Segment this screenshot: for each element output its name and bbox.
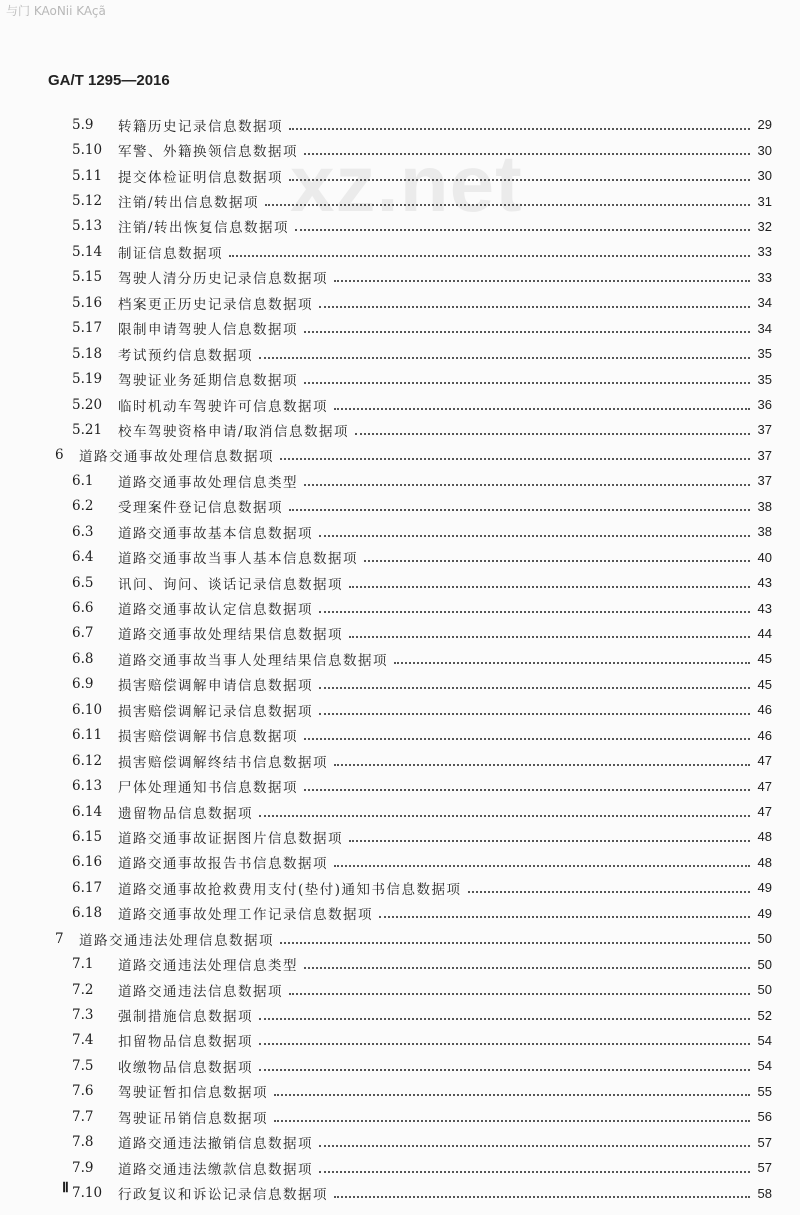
toc-entry[interactable]: [0, 417, 800, 442]
toc-entry-page: 50: [757, 931, 772, 947]
dot-leader: [349, 586, 750, 588]
toc-entry-title: 强制措施信息数据项: [118, 1009, 253, 1026]
toc-entry-page: 56: [757, 1109, 772, 1125]
toc-entry-page: 40: [757, 549, 772, 565]
dot-leader: [349, 636, 750, 638]
dot-leader: [304, 789, 750, 791]
dot-leader: [334, 1196, 750, 1198]
toc-entry[interactable]: [0, 137, 800, 162]
toc-entry-page: 43: [757, 575, 772, 591]
toc-entry-title: 军警、外籍换领信息数据项: [118, 144, 298, 161]
toc-entry-title: 损害赔偿调解记录信息数据项: [118, 703, 313, 720]
toc-entry[interactable]: [0, 977, 800, 1002]
toc-entry-number: 5.14: [72, 243, 103, 260]
dot-leader: [289, 993, 750, 995]
toc-entry-number: 6.3: [72, 523, 94, 540]
dot-leader: [334, 865, 750, 867]
toc-entry-number: 7.5: [72, 1057, 94, 1074]
toc-entry-number: 7.10: [72, 1185, 103, 1202]
toc-entry-number: 7.9: [72, 1159, 94, 1176]
dot-leader: [229, 255, 750, 257]
toc-chapter-entry[interactable]: [0, 926, 800, 951]
dot-leader: [265, 204, 750, 206]
dot-leader: [289, 509, 750, 511]
standard-number-header: GA/T 1295—2016: [48, 72, 170, 89]
toc-entry[interactable]: [0, 163, 800, 188]
toc-entry-page: 30: [757, 142, 772, 158]
dot-leader: [319, 1145, 750, 1147]
toc-entry[interactable]: [0, 265, 800, 290]
toc-entry-number: 6.16: [72, 854, 103, 871]
toc-entry-title: 档案更正历史记录信息数据项: [118, 296, 313, 313]
toc-chapter-entry[interactable]: [0, 443, 800, 468]
toc-entry[interactable]: [0, 595, 800, 620]
toc-entry-number: 7: [55, 930, 64, 947]
toc-entry-title: 遗留物品信息数据项: [118, 805, 253, 822]
dot-leader: [355, 433, 750, 435]
toc-entry-title: 收缴物品信息数据项: [118, 1059, 253, 1076]
toc-entry-title: 道路交通事故处理结果信息数据项: [118, 627, 343, 644]
toc-entry-page: 50: [757, 956, 772, 972]
toc-entry-title: 损害赔偿调解终结书信息数据项: [118, 754, 328, 771]
toc-entry-page: 33: [757, 244, 772, 260]
toc-entry-page: 38: [757, 524, 772, 540]
toc-entry-number: 5.19: [72, 371, 103, 388]
toc-entry-number: 7.4: [72, 1032, 94, 1049]
toc-entry-title: 临时机动车驾驶许可信息数据项: [118, 398, 328, 415]
dot-leader: [259, 1043, 750, 1045]
dot-leader: [319, 611, 750, 613]
toc-entry-number: 6.2: [72, 498, 94, 515]
dot-leader: [304, 331, 750, 333]
toc-entry-number: 5.13: [72, 218, 103, 235]
toc-entry[interactable]: [0, 316, 800, 341]
toc-entry[interactable]: [0, 1104, 800, 1129]
toc-entry[interactable]: [0, 1155, 800, 1180]
toc-entry[interactable]: [0, 748, 800, 773]
dot-leader: [259, 1018, 750, 1020]
toc-entry-number: 6.8: [72, 650, 94, 667]
toc-entry-page: 57: [757, 1134, 772, 1150]
dot-leader: [334, 764, 750, 766]
dot-leader: [280, 458, 750, 460]
toc-entry[interactable]: [0, 1130, 800, 1155]
toc-entry-title: 受理案件登记信息数据项: [118, 500, 283, 517]
toc-entry-page: 47: [757, 753, 772, 769]
dot-leader: [319, 713, 750, 715]
toc-entry-page: 35: [757, 371, 772, 387]
toc-entry-page: 46: [757, 727, 772, 743]
toc-entry-title: 注销/转出恢复信息数据项: [118, 220, 290, 237]
toc-entry-title: 扣留物品信息数据项: [118, 1034, 253, 1051]
toc-entry-page: 30: [757, 168, 772, 184]
toc-entry-title: 行政复议和诉讼记录信息数据项: [118, 1187, 328, 1204]
toc-entry-page: 45: [757, 676, 772, 692]
toc-entry-number: 6.7: [72, 625, 94, 642]
toc-entry-title: 道路交通事故处理信息数据项: [79, 449, 274, 466]
toc-entry-title: 道路交通事故抢救费用支付(垫付)通知书信息数据项: [118, 881, 462, 898]
toc-entry[interactable]: [0, 519, 800, 544]
toc-entry-title: 道路交通事故报告书信息数据项: [118, 856, 328, 873]
toc-entry-title: 道路交通事故处理工作记录信息数据项: [118, 907, 373, 924]
toc-entry-number: 6.12: [72, 752, 103, 769]
toc-entry-number: 7.6: [72, 1083, 94, 1100]
dot-leader: [319, 687, 750, 689]
toc-entry[interactable]: [0, 773, 800, 798]
toc-entry-number: 7.8: [72, 1134, 94, 1151]
toc-entry-title: 道路交通违法信息数据项: [118, 983, 283, 1000]
toc-entry-title: 损害赔偿调解申请信息数据项: [118, 678, 313, 695]
toc-entry-number: 6.1: [72, 472, 94, 489]
toc-entry-number: 5.9: [72, 116, 94, 133]
toc-entry[interactable]: [0, 239, 800, 264]
toc-entry-page: 35: [757, 346, 772, 362]
toc-entry[interactable]: [0, 850, 800, 875]
toc-entry[interactable]: [0, 951, 800, 976]
toc-entry[interactable]: [0, 1180, 800, 1205]
toc-entry-title: 考试预约信息数据项: [118, 347, 253, 364]
toc-entry-page: 37: [757, 473, 772, 489]
toc-entry-page: 47: [757, 804, 772, 820]
dot-leader: [295, 229, 750, 231]
toc-entry[interactable]: [0, 290, 800, 315]
toc-entry-title: 驾驶人清分历史记录信息数据项: [118, 271, 328, 288]
toc-entry-number: 6.14: [72, 803, 103, 820]
dot-leader: [319, 1171, 750, 1173]
dot-leader: [274, 1094, 750, 1096]
toc-entry-number: 6.15: [72, 828, 103, 845]
dot-leader: [304, 738, 750, 740]
toc-entry-page: 31: [757, 193, 772, 209]
toc-entry-title: 校车驾驶资格申请/取消信息数据项: [118, 423, 350, 440]
toc-entry-page: 50: [757, 982, 772, 998]
toc-entry[interactable]: [0, 188, 800, 213]
dot-leader: [259, 357, 750, 359]
dot-leader: [280, 942, 750, 944]
toc-entry-page: 48: [757, 854, 772, 870]
toc-entry-page: 52: [757, 1007, 772, 1023]
page-numeral: Ⅱ: [62, 1181, 69, 1196]
toc-entry-number: 6: [55, 447, 64, 464]
dot-leader: [334, 280, 750, 282]
toc-entry-number: 6.13: [72, 778, 103, 795]
toc-entry[interactable]: [0, 621, 800, 646]
toc-entry[interactable]: [0, 366, 800, 391]
dot-leader: [319, 535, 750, 537]
toc-entry-title: 道路交通事故处理信息类型: [118, 474, 298, 491]
dot-leader: [259, 1069, 750, 1071]
toc-entry-title: 转籍历史记录信息数据项: [118, 118, 283, 135]
toc-entry-number: 5.20: [72, 396, 103, 413]
toc-entry-number: 7.1: [72, 956, 94, 973]
toc-entry-title: 道路交通违法撤销信息数据项: [118, 1136, 313, 1153]
toc-entry[interactable]: [0, 672, 800, 697]
toc-entry-title: 道路交通事故当事人处理结果信息数据项: [118, 652, 388, 669]
toc-entry-page: 34: [757, 295, 772, 311]
toc-entry[interactable]: [0, 112, 800, 137]
toc-entry-number: 7.3: [72, 1007, 94, 1024]
dot-leader: [289, 179, 750, 181]
toc-entry[interactable]: [0, 214, 800, 239]
toc-entry-page: 54: [757, 1032, 772, 1048]
toc-entry[interactable]: [0, 646, 800, 671]
dot-leader: [468, 891, 750, 893]
toc-entry-number: 6.17: [72, 879, 103, 896]
toc-entry-page: 33: [757, 269, 772, 285]
toc-entry[interactable]: [0, 494, 800, 519]
dot-leader: [349, 840, 750, 842]
toc-entry-number: 5.15: [72, 269, 103, 286]
toc-entry-title: 损害赔偿调解书信息数据项: [118, 729, 298, 746]
toc-entry[interactable]: [0, 392, 800, 417]
toc-entry-page: 49: [757, 905, 772, 921]
toc-entry[interactable]: [0, 544, 800, 569]
toc-entry-page: 38: [757, 498, 772, 514]
toc-entry[interactable]: [0, 875, 800, 900]
dot-leader: [304, 967, 750, 969]
toc-entry-page: 43: [757, 600, 772, 616]
dot-leader: [379, 916, 750, 918]
toc-entry-number: 6.11: [72, 727, 103, 744]
toc-entry-title: 提交体检证明信息数据项: [118, 169, 283, 186]
toc-entry-title: 道路交通违法处理信息类型: [118, 958, 298, 975]
toc-entry-page: 34: [757, 320, 772, 336]
toc-entry-page: 36: [757, 397, 772, 413]
toc-entry-number: 5.11: [72, 167, 103, 184]
toc-entry[interactable]: [0, 901, 800, 926]
toc-entry[interactable]: [0, 799, 800, 824]
dot-leader: [394, 662, 750, 664]
toc-entry-page: 37: [757, 422, 772, 438]
dot-leader: [289, 128, 750, 130]
toc-entry-page: 58: [757, 1185, 772, 1201]
toc-entry-title: 注销/转出信息数据项: [118, 195, 260, 212]
toc-entry-title: 驾驶证业务延期信息数据项: [118, 373, 298, 390]
toc-entry-title: 尸体处理通知书信息数据项: [118, 780, 298, 797]
toc-entry-number: 6.6: [72, 600, 94, 617]
dot-leader: [304, 153, 750, 155]
table-of-contents: [0, 112, 800, 1206]
toc-entry-page: 37: [757, 447, 772, 463]
toc-entry-title: 道路交通事故当事人基本信息数据项: [118, 551, 358, 568]
toc-entry[interactable]: [0, 1028, 800, 1053]
toc-entry-page: 46: [757, 702, 772, 718]
toc-entry-page: 48: [757, 829, 772, 845]
toc-entry-number: 6.4: [72, 549, 94, 566]
toc-entry-page: 32: [757, 218, 772, 234]
toc-entry-number: 5.10: [72, 142, 103, 159]
toc-entry-number: 7.7: [72, 1108, 94, 1125]
toc-entry[interactable]: [0, 697, 800, 722]
toc-entry-number: 6.10: [72, 701, 103, 718]
toc-entry-page: 49: [757, 880, 772, 896]
toc-entry-number: 6.9: [72, 676, 94, 693]
toc-entry-number: 5.21: [72, 421, 103, 438]
dot-leader: [334, 408, 750, 410]
toc-entry-number: 5.18: [72, 345, 103, 362]
toc-entry-number: 5.12: [72, 193, 103, 210]
toc-entry-title: 道路交通事故认定信息数据项: [118, 602, 313, 619]
dot-leader: [304, 484, 750, 486]
dot-leader: [259, 815, 750, 817]
toc-entry-page: 57: [757, 1160, 772, 1176]
toc-entry[interactable]: [0, 1002, 800, 1027]
toc-entry[interactable]: [0, 1053, 800, 1078]
toc-entry-title: 制证信息数据项: [118, 245, 223, 262]
toc-entry[interactable]: [0, 1079, 800, 1104]
toc-entry[interactable]: [0, 468, 800, 493]
toc-entry-number: 7.2: [72, 981, 94, 998]
dot-leader: [304, 382, 750, 384]
toc-entry-title: 道路交通违法缴款信息数据项: [118, 1161, 313, 1178]
top-scan-mark: 与门 KAoNii KAçã: [6, 4, 106, 18]
toc-entry-title: 道路交通事故证据图片信息数据项: [118, 830, 343, 847]
toc-entry-title: 驾驶证暂扣信息数据项: [118, 1085, 268, 1102]
toc-entry-number: 5.16: [72, 294, 103, 311]
toc-entry-number: 6.5: [72, 574, 94, 591]
toc-entry-title: 限制申请驾驶人信息数据项: [118, 322, 298, 339]
toc-entry-page: 44: [757, 625, 772, 641]
toc-entry-page: 29: [757, 117, 772, 133]
toc-entry-page: 54: [757, 1058, 772, 1074]
dot-leader: [364, 560, 750, 562]
toc-entry-number: 5.17: [72, 320, 103, 337]
toc-entry-page: 55: [757, 1083, 772, 1099]
toc-entry-title: 讯问、询问、谈话记录信息数据项: [118, 576, 343, 593]
toc-entry-page: 45: [757, 651, 772, 667]
toc-entry-title: 道路交通违法处理信息数据项: [79, 932, 274, 949]
dot-leader: [274, 1120, 750, 1122]
toc-entry[interactable]: [0, 570, 800, 595]
toc-entry-number: 6.18: [72, 905, 103, 922]
toc-entry-title: 道路交通事故基本信息数据项: [118, 525, 313, 542]
toc-entry[interactable]: [0, 723, 800, 748]
dot-leader: [319, 306, 750, 308]
toc-entry[interactable]: [0, 824, 800, 849]
toc-entry-page: 47: [757, 778, 772, 794]
toc-entry-title: 驾驶证吊销信息数据项: [118, 1110, 268, 1127]
watermark: xz.net: [290, 139, 523, 228]
toc-entry[interactable]: [0, 341, 800, 366]
